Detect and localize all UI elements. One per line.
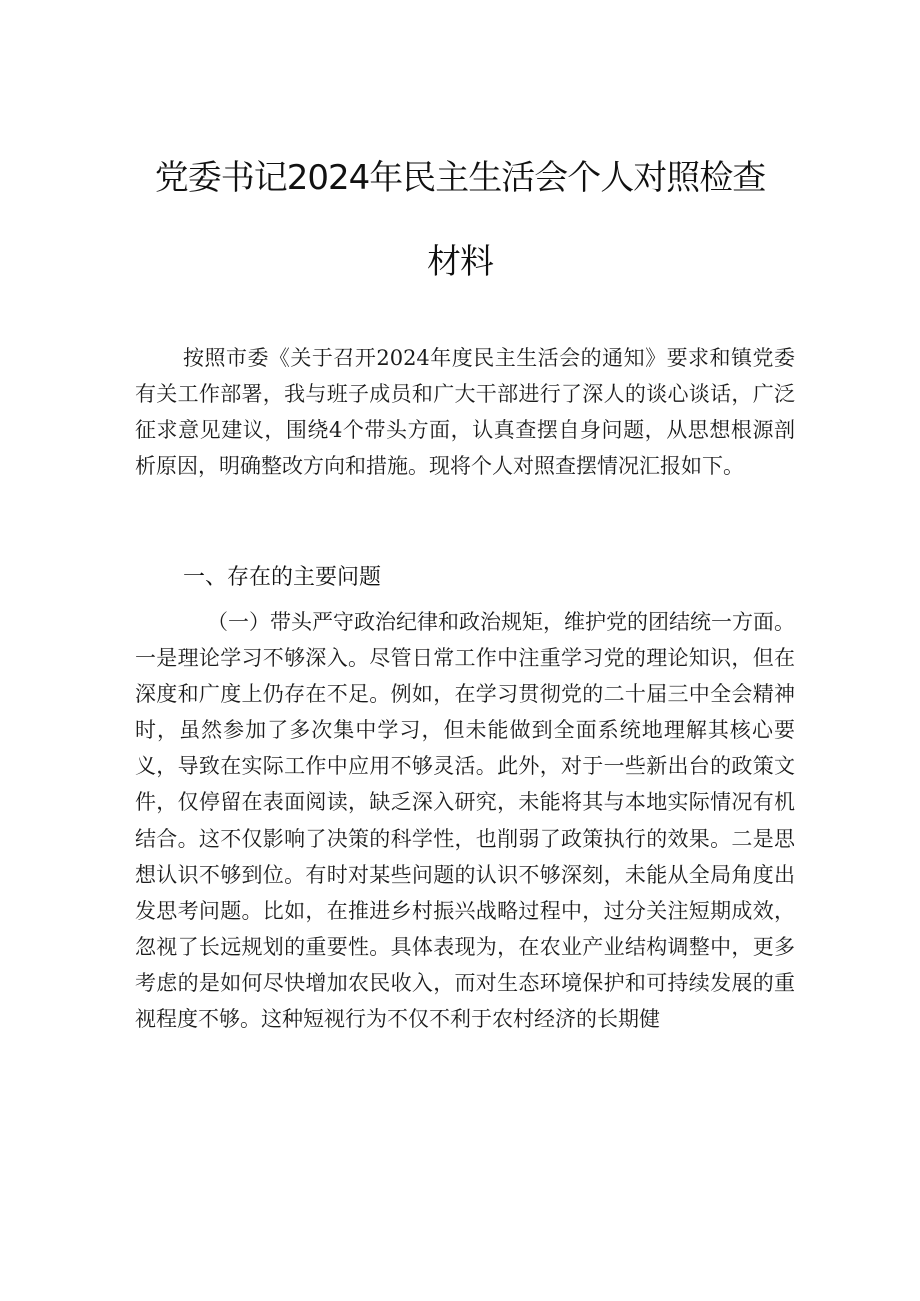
section-heading-existing-problems: 一、存在的主要问题: [183, 565, 382, 590]
intro-paragraph: 按照市委《关于召开2024年度民主生活会的通知》要求和镇党委有关工作部署，我与班子成员和广大干部进行了深人的谈心谈话，广泛征求意见建议，围绕4个带头方面，认真查摆自身问题，从思想根源剖析原因，明确整改方向和措施。现将个人对照查摆情况汇报如下。: [135, 346, 795, 478]
document-title-line-2: 材料: [427, 242, 493, 282]
section-paragraph: （一）带头严守政治纪律和政治规矩，维护党的团结统一方面。一是理论学习不够深入。尽管日常工作中注重学习党的理论知识，但在深度和广度上仍存在不足。例如，在学习贯彻党的二十届三中全会精神时，虽然参加了多次集中学习，但未能做到全面系统地理解其核心要义，导致在实际工作中应用不够灵活。此外，对于一些新出台的政策文件，仅停留在表面阅读，缺乏深入研究，未能将其与本地实际情况有机结合。这不仅影响了决策的科学性，也削弱了政策执行的效果。二是思想认识不够到位。有时对某些问题的认识不够深刻，未能从全局角度出发思考问题。比如，在推进乡村振兴战略过程中，过分关注短期成效，忽视了长远规划的重要性。具体表现为，在农业产业结构调整中，更多考虑的是如何尽快增加农民收入，而对生态环境保护和可持续发展的重视程度不够。这种短视行为不仅不利于农村经济的长期健: [135, 610, 795, 1032]
document-title-line-1: 党委书记2024年民主生活会个人对照检查: [154, 158, 766, 198]
